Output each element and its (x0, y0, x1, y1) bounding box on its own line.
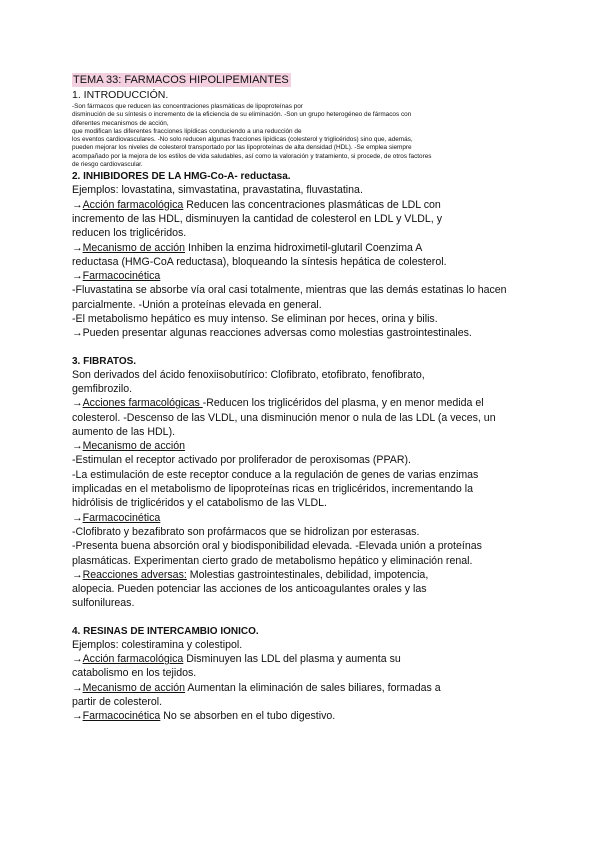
intro-line: los eventos cardiovasculares. -No solo reducen algunas fracciones lipídicas (colesterol y triglicéridos) sino que, además, (72, 136, 413, 144)
s4-action-text: Disminuyen las LDL del plasma y aumenta su (183, 652, 401, 665)
arrow-icon: → (72, 511, 83, 524)
arrow-icon: → (72, 681, 83, 694)
arrow-icon: → (72, 241, 83, 254)
document-title: TEMA 33: FARMACOS HIPOLIPEMIANTES (73, 74, 289, 86)
s4-mechanism-text: Aumentan la eliminación de sales biliares, formadas a (185, 681, 441, 694)
s2-mechanism (72, 241, 532, 255)
intro-line: diferentes mecanismos de acción, (72, 119, 169, 127)
section-3-heading: 3. FIBRATOS. (72, 355, 137, 367)
s4-action-label: Acción farmacológica (82, 652, 184, 665)
s3-action (72, 396, 532, 410)
s3-pk-line: -Clofibrato y bezafibrato son profármacos que se hidrolizan por esterasas. (72, 525, 420, 538)
s3-action-label: Acciones farmacológicas (82, 397, 203, 410)
intro-line: -Son fármacos que reducen las concentraciones plasmáticas de lipoproteínas por (72, 103, 303, 110)
s2-action-text: Reducen las concentraciones plasmáticas de LDL con (183, 198, 441, 211)
s3-adverse-label: Reacciones adversas: (82, 568, 187, 581)
intro-line: de riesgo cardiovascular. (72, 161, 143, 169)
s3-pk (72, 511, 532, 525)
s2-pk-line: -Fluvastatina se absorbe vía oral casi totalmente, mientras que las demás estatinas lo hacen (72, 284, 507, 297)
section-4-heading: 4. RESINAS DE INTERCAMBIO IONICO. (72, 625, 259, 637)
intro-line: que modifican las diferentes fracciones lipídicas conduciendo a una reducción de (72, 127, 302, 135)
s3-pk-label: Farmacocinética (82, 511, 161, 524)
arrow-icon: → (72, 270, 83, 283)
s4-action-line: catabolismo en los tejidos. (72, 667, 197, 680)
s3-mechanism-line: -La estimulación de este receptor conduce a la regulación de genes de varias enzimas (72, 468, 479, 481)
intro-line: disminución de su síntesis o incremento de la eficiencia de su eliminación. -Son un grupo heterogéneo de fármacos con (72, 111, 412, 119)
arrow-icon: → (72, 397, 83, 410)
s3-pk-line: -Presenta buena absorción oral y biodisponibilidad elevada. -Elevada unión a proteínas (72, 540, 482, 553)
s3-action-line: aumento de las HDL). (72, 425, 176, 438)
s4-pk-text: No se absorben en el tubo digestivo. (160, 710, 336, 723)
s2-mechanism-line: reductasa (HMG-CoA reductasa), bloqueando la síntesis hepática de colesterol. (72, 255, 447, 268)
s2-action-line: incremento de las HDL, disminuyen la cantidad de colesterol en LDL y VLDL, y (72, 212, 442, 225)
s3-mechanism-line: -Estimulan el receptor activado por proliferador de peroxisomas (PPAR). (72, 454, 411, 467)
s3-mechanism-line: implicadas en el metabolismo de lipoproteínas ricas en triglicéridos, incrementando la (72, 483, 474, 496)
s2-pk-line: parcialmente. -Unión a proteínas elevada en general. (72, 298, 322, 311)
arrow-icon: → (72, 568, 83, 581)
intro-line: acompañado por la mejora de los estilos de vida saludables, así como la valoración y tratamiento, si procede, de otros factores (72, 152, 432, 160)
s3-adverse (72, 568, 532, 582)
s2-mechanism-label: Mecanismo de acción (82, 241, 186, 254)
s4-examples: Ejemplos: colestiramina y colestipol. (72, 638, 243, 651)
intro-line: pueden mejorar los niveles de colesterol transportado por las lipoproteínas de alta densidad (HDL). -Se emplea siempre (72, 144, 412, 152)
s2-mechanism-text: Inhiben la enzima hidroximetil-glutaril Coenzima A (185, 241, 423, 254)
s2-examples: Ejemplos: lovastatina, simvastatina, pravastatina, fluvastatina. (72, 184, 363, 197)
s3-adverse-line: alopecia. Pueden potenciar las acciones de los anticoagulantes orales y las (72, 583, 427, 596)
s4-pk (72, 709, 532, 723)
s4-mechanism (72, 681, 532, 695)
document-page (72, 70, 532, 723)
section-2-heading: 2. INHIBIDORES DE LA HMG-Co-A- reductasa. (72, 171, 291, 183)
s3-mechanism (72, 439, 532, 453)
s2-adverse: →Pueden presentar algunas reacciones adversas como molestias gastrointestinales. (72, 327, 472, 340)
s2-action-label: Acción farmacológica (82, 198, 184, 211)
s2-pk (72, 269, 532, 283)
s3-adverse-line: sulfonilureas. (72, 597, 135, 610)
s2-pk-line: -El metabolismo hepático es muy intenso. Se eliminan por heces, orina y bilis. (72, 313, 438, 326)
s2-action-line: reducen los triglicéridos. (72, 227, 187, 240)
s3-intro-line: gemfibrozilo. (72, 382, 133, 395)
s3-mechanism-label: Mecanismo de acción (82, 440, 186, 453)
s4-mechanism-label: Mecanismo de acción (82, 681, 186, 694)
s3-action-line: colesterol. -Descenso de las VLDL, una disminución menor o nula de las LDL (a veces, un (72, 411, 496, 424)
s3-adverse-text: Molestias gastrointestinales, debilidad, impotencia, (186, 568, 429, 581)
s2-action (72, 198, 532, 212)
arrow-icon: → (72, 198, 83, 211)
intro-text (72, 103, 532, 169)
s3-mechanism-line: hidrólisis de triglicéridos y el catabolismo de las VLDL. (72, 497, 327, 510)
arrow-icon: → (72, 710, 83, 723)
arrow-icon: → (72, 440, 83, 453)
s2-pk-label: Farmacocinética (82, 270, 161, 283)
intro-heading: 1. INTRODUCCIÓN. (72, 89, 169, 101)
s3-pk-line: plasmáticas. Experimentan cierto grado de metabolismo hepático y eliminación renal. (72, 554, 473, 567)
s3-action-text: -Reducen los triglicéridos del plasma, y en menor medida el (202, 397, 484, 410)
s3-intro-line: Son derivados del ácido fenoxiisobutírico: Clofibrato, etofibrato, fenofibrato, (72, 368, 425, 381)
s4-pk-label: Farmacocinética (82, 710, 161, 723)
s4-action (72, 652, 532, 666)
arrow-icon: → (72, 652, 83, 665)
s4-mechanism-line: partir de colesterol. (72, 695, 163, 708)
